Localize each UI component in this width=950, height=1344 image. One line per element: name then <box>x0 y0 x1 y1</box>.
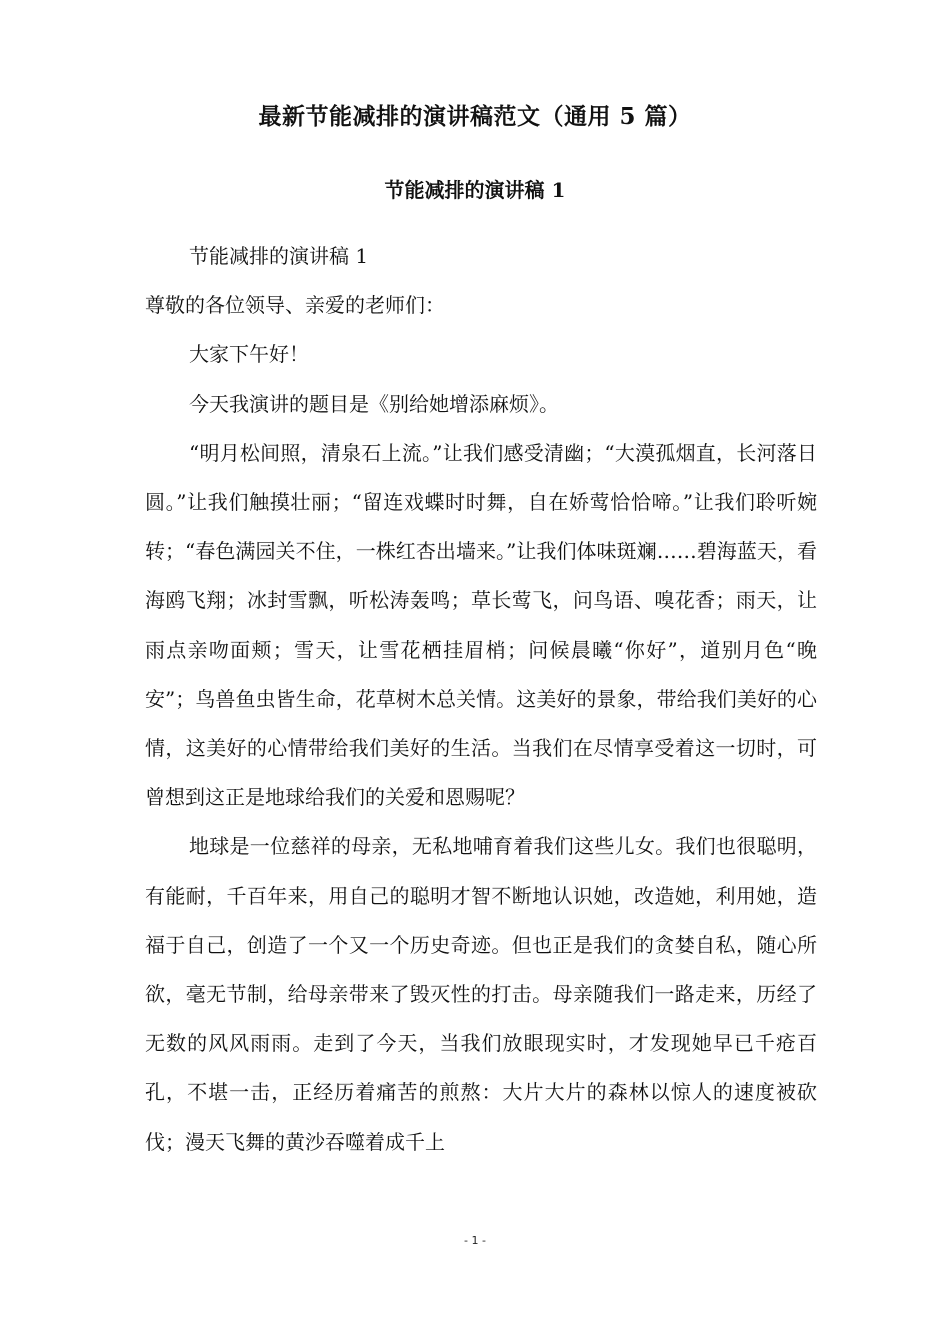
paragraph-salutation: 尊敬的各位领导、亲爱的老师们： <box>145 293 445 318</box>
document-title: 最新节能减排的演讲稿范文（通用 5 篇） <box>258 103 692 130</box>
document-body <box>145 232 817 1167</box>
paragraph-earth: 地球是一位慈祥的母亲，无私地哺育着我们这些儿女。我们也很聪明，有能耐，千百年来，用自己的聪明才智不断地认识她，改造她，利用她，造福于自己，创造了一个又一个历史奇迹。但也正是我们的贪婪自私，随心所欲，毫无节制，给母亲带来了毁灭性的打击。母亲随我们一路走来，历经了无数的风风雨雨。走到了今天，当我们放眼现实时，才发现她早已千疮百孔，不堪一击，正经历着痛苦的煎熬：大片大片的森林以惊人的速度被砍伐；漫天飞舞的黄沙吞噬着成千上 <box>145 834 817 1154</box>
paragraph-poetry: “明月松间照，清泉石上流。”让我们感受清幽；“大漠孤烟直，长河落日圆。”让我们触摸壮丽；“留连戏蝶时时舞，自在娇莺恰恰啼。”让我们聆听婉转；“春色满园关不住，一株红杏出墙来。”让我们体味斑斓……碧海蓝天，看海鸥飞翔；冰封雪飘，听松涛轰鸣；草长莺飞，问鸟语、嗅花香；雨天，让雨点亲吻面颊；雪天，让雪花栖挂眉梢；问候晨曦“你好”，道别月色“晚安”；鸟兽鱼虫皆生命，花草树木总关情。这美好的景象，带给我们美好的心情，这美好的心情带给我们美好的生活。当我们在尽情享受着这一切时，可曾想到这正是地球给我们的关爱和恩赐呢？ <box>145 440 817 810</box>
page-number: - 1 - <box>464 1234 486 1247</box>
paragraph-greeting: 大家下午好！ <box>189 342 309 367</box>
section-heading: 节能减排的演讲稿 1 <box>384 178 566 202</box>
paragraph-subtitle: 节能减排的演讲稿 1 <box>189 244 369 268</box>
paragraph-topic: 今天我演讲的题目是《别给她增添麻烦》。 <box>189 391 559 416</box>
